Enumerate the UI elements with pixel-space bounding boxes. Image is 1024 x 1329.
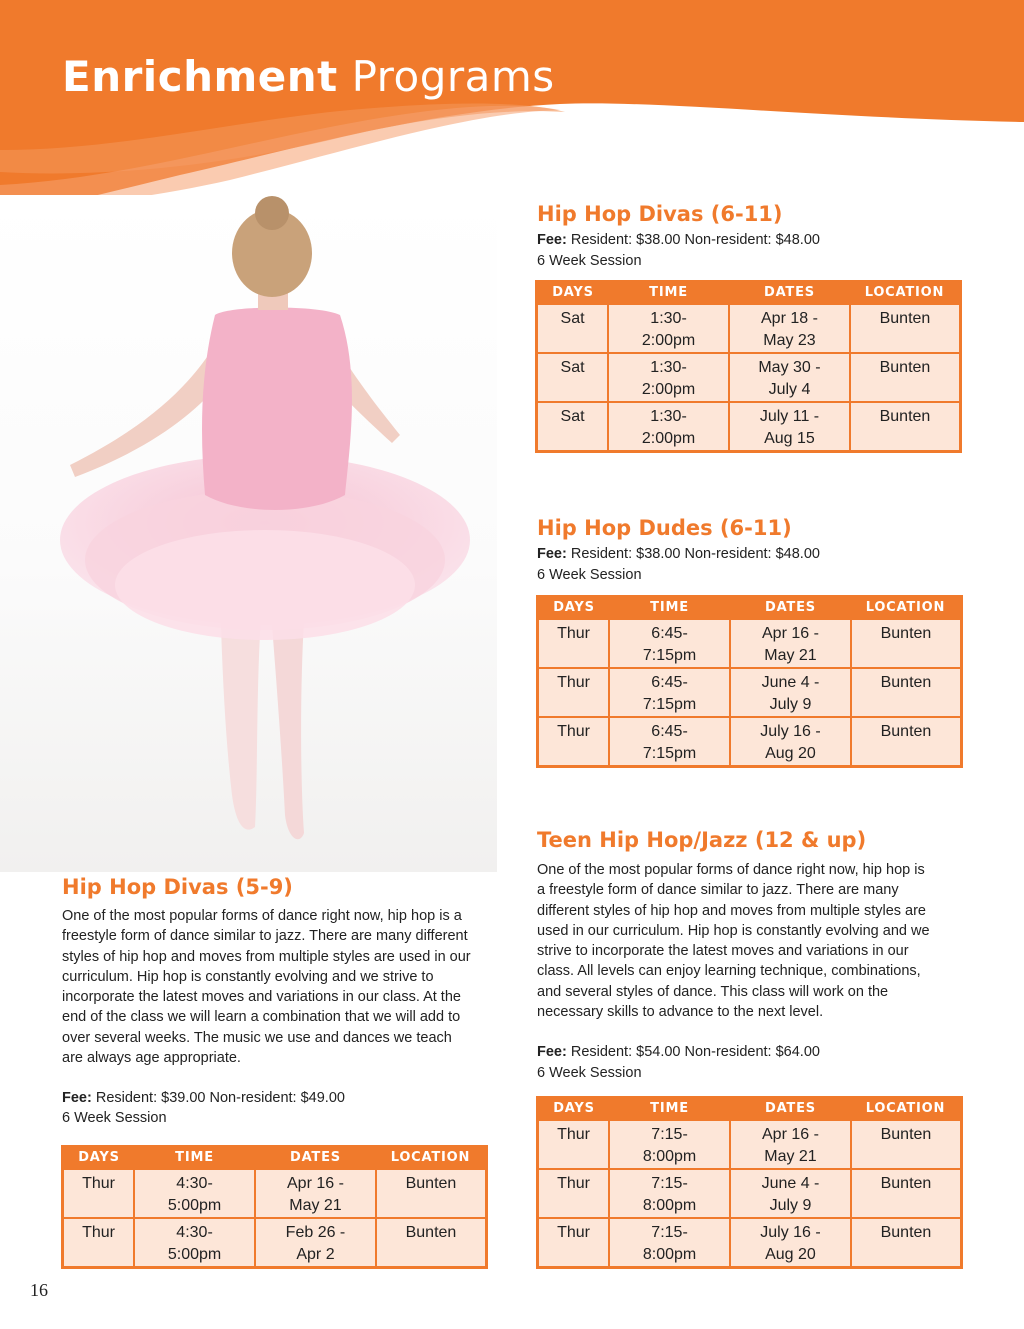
cell-time: 6:45- 7:15pm [609, 717, 730, 767]
cell-dates: Apr 16 - May 21 [255, 1169, 376, 1218]
session-line: 6 Week Session [537, 253, 642, 269]
cell-dates: July 11 - Aug 15 [729, 402, 850, 452]
cell-time: 7:15- 8:00pm [609, 1218, 730, 1268]
fee-text: Resident: $54.00 Non-resident: $64.00 [570, 1044, 820, 1060]
cell-day: Thur [538, 619, 610, 668]
page-title [62, 52, 555, 101]
fee-label: Fee: [537, 232, 567, 248]
column-header-location: LOCATION [851, 1098, 962, 1120]
table-header-row [63, 1147, 487, 1169]
cell-day: Thur [538, 668, 610, 717]
column-header-dates: DATES [729, 282, 850, 304]
column-header-location: LOCATION [376, 1147, 487, 1169]
cell-dates: May 30 - July 4 [729, 353, 850, 402]
column-header-dates: DATES [730, 597, 851, 619]
table-row [537, 304, 961, 353]
section-title-hip-hop-dudes-6-11: Hip Hop Dudes (6-11) [537, 516, 792, 540]
table-row [63, 1169, 487, 1218]
table-row [538, 619, 962, 668]
cell-dates: Apr 16 - May 21 [730, 619, 851, 668]
schedule-table-hip-hop-divas-5-9 [61, 1145, 488, 1269]
section-title-hip-hop-divas-5-9: Hip Hop Divas (5-9) [62, 875, 293, 899]
cell-day: Sat [537, 304, 609, 353]
column-header-dates: DATES [730, 1098, 851, 1120]
column-header-days: DAYS [538, 1098, 610, 1120]
table-row [538, 717, 962, 767]
cell-location: Bunten [850, 304, 961, 353]
cell-location: Bunten [851, 619, 962, 668]
table-row [538, 1218, 962, 1268]
cell-dates: Apr 18 - May 23 [729, 304, 850, 353]
fee-label: Fee: [62, 1090, 92, 1106]
cell-location: Bunten [850, 402, 961, 452]
column-header-time: TIME [609, 1098, 730, 1120]
cell-day: Thur [538, 1218, 610, 1268]
cell-location: Bunten [851, 668, 962, 717]
table-row [538, 1169, 962, 1218]
table-row [63, 1218, 487, 1268]
column-header-location: LOCATION [851, 597, 962, 619]
section-title-teen-hip-hop-jazz: Teen Hip Hop/Jazz (12 & up) [537, 828, 867, 852]
table-row [538, 668, 962, 717]
fee-text: Resident: $38.00 Non-resident: $48.00 [570, 546, 820, 562]
section-description: One of the most popular forms of dance right now, hip hop is a freestyle form of dance similar to jazz. There are many different styles of hip hop and moves from multiple styles are used in our curriculum. Hip hop is constantly evolving and we strive to incorporate the latest moves and variations in our class. All levels can enjoy learning technique, combinations, and several styles of dance. This class will work on the necessary skills to advance to the next level. [537, 862, 930, 1021]
cell-time: 7:15- 8:00pm [609, 1169, 730, 1218]
cell-day: Thur [63, 1218, 135, 1268]
session-line: 6 Week Session [537, 1065, 642, 1081]
fee-text: Resident: $39.00 Non-resident: $49.00 [95, 1090, 345, 1106]
cell-time: 6:45- 7:15pm [609, 619, 730, 668]
cell-day: Sat [537, 353, 609, 402]
cell-dates: Apr 16 - May 21 [730, 1120, 851, 1169]
table-header-row [538, 1098, 962, 1120]
cell-location: Bunten [851, 1120, 962, 1169]
cell-day: Thur [538, 1120, 610, 1169]
cell-dates: June 4 - July 9 [730, 1169, 851, 1218]
schedule-table-teen-hip-hop-jazz [536, 1096, 963, 1269]
column-header-days: DAYS [63, 1147, 135, 1169]
cell-location: Bunten [850, 353, 961, 402]
fee-label: Fee: [537, 1044, 567, 1060]
column-header-days: DAYS [537, 282, 609, 304]
fee-line [537, 232, 820, 248]
column-header-time: TIME [609, 597, 730, 619]
table-header-row [538, 597, 962, 619]
cell-location: Bunten [851, 1169, 962, 1218]
section-description: One of the most popular forms of dance right now, hip hop is a freestyle form of dance similar to jazz. There are many different styles of hip hop and moves from multiple styles are used in our curriculum. Hip hop is constantly evolving and we strive to incorporate the latest moves and variations in our class. At the end of the class we will learn a combination that we will add to over several weeks. The music we use and dances we teach are always age appropriate. [62, 908, 471, 1067]
fee-label: Fee: [537, 546, 567, 562]
page-title-bold: Enrichment [62, 52, 338, 101]
column-header-days: DAYS [538, 597, 610, 619]
cell-time: 7:15- 8:00pm [609, 1120, 730, 1169]
cell-location: Bunten [376, 1218, 487, 1268]
cell-location: Bunten [376, 1169, 487, 1218]
column-header-location: LOCATION [850, 282, 961, 304]
column-header-dates: DATES [255, 1147, 376, 1169]
schedule-table-hip-hop-dudes-6-11 [536, 595, 963, 768]
fee-text: Resident: $38.00 Non-resident: $48.00 [570, 232, 820, 248]
cell-time: 4:30- 5:00pm [134, 1169, 255, 1218]
column-header-time: TIME [608, 282, 729, 304]
fee-line [62, 1090, 345, 1106]
cell-day: Sat [537, 402, 609, 452]
cell-time: 1:30- 2:00pm [608, 402, 729, 452]
cell-dates: Feb 26 - Apr 2 [255, 1218, 376, 1268]
cell-time: 1:30- 2:00pm [608, 353, 729, 402]
cell-time: 1:30- 2:00pm [608, 304, 729, 353]
session-line: 6 Week Session [62, 1110, 167, 1126]
cell-day: Thur [63, 1169, 135, 1218]
cell-time: 4:30- 5:00pm [134, 1218, 255, 1268]
cell-dates: June 4 - July 9 [730, 668, 851, 717]
table-row [537, 402, 961, 452]
section-title-hip-hop-divas-6-11: Hip Hop Divas (6-11) [537, 202, 783, 226]
cell-dates: July 16 - Aug 20 [730, 1218, 851, 1268]
cell-dates: July 16 - Aug 20 [730, 717, 851, 767]
table-row [537, 353, 961, 402]
table-row [538, 1120, 962, 1169]
schedule-table-hip-hop-divas-6-11 [535, 280, 962, 453]
cell-day: Thur [538, 717, 610, 767]
cell-location: Bunten [851, 1218, 962, 1268]
fee-line [537, 1044, 820, 1060]
cell-time: 6:45- 7:15pm [609, 668, 730, 717]
cell-location: Bunten [851, 717, 962, 767]
page-number: 16 [30, 1280, 48, 1300]
ballerina-photo-icon [0, 195, 497, 872]
column-header-time: TIME [134, 1147, 255, 1169]
cell-day: Thur [538, 1169, 610, 1218]
page-title-light: Programs [351, 52, 555, 101]
ballerina-photo [0, 195, 497, 872]
fee-line [537, 546, 820, 562]
table-header-row [537, 282, 961, 304]
session-line: 6 Week Session [537, 567, 642, 583]
